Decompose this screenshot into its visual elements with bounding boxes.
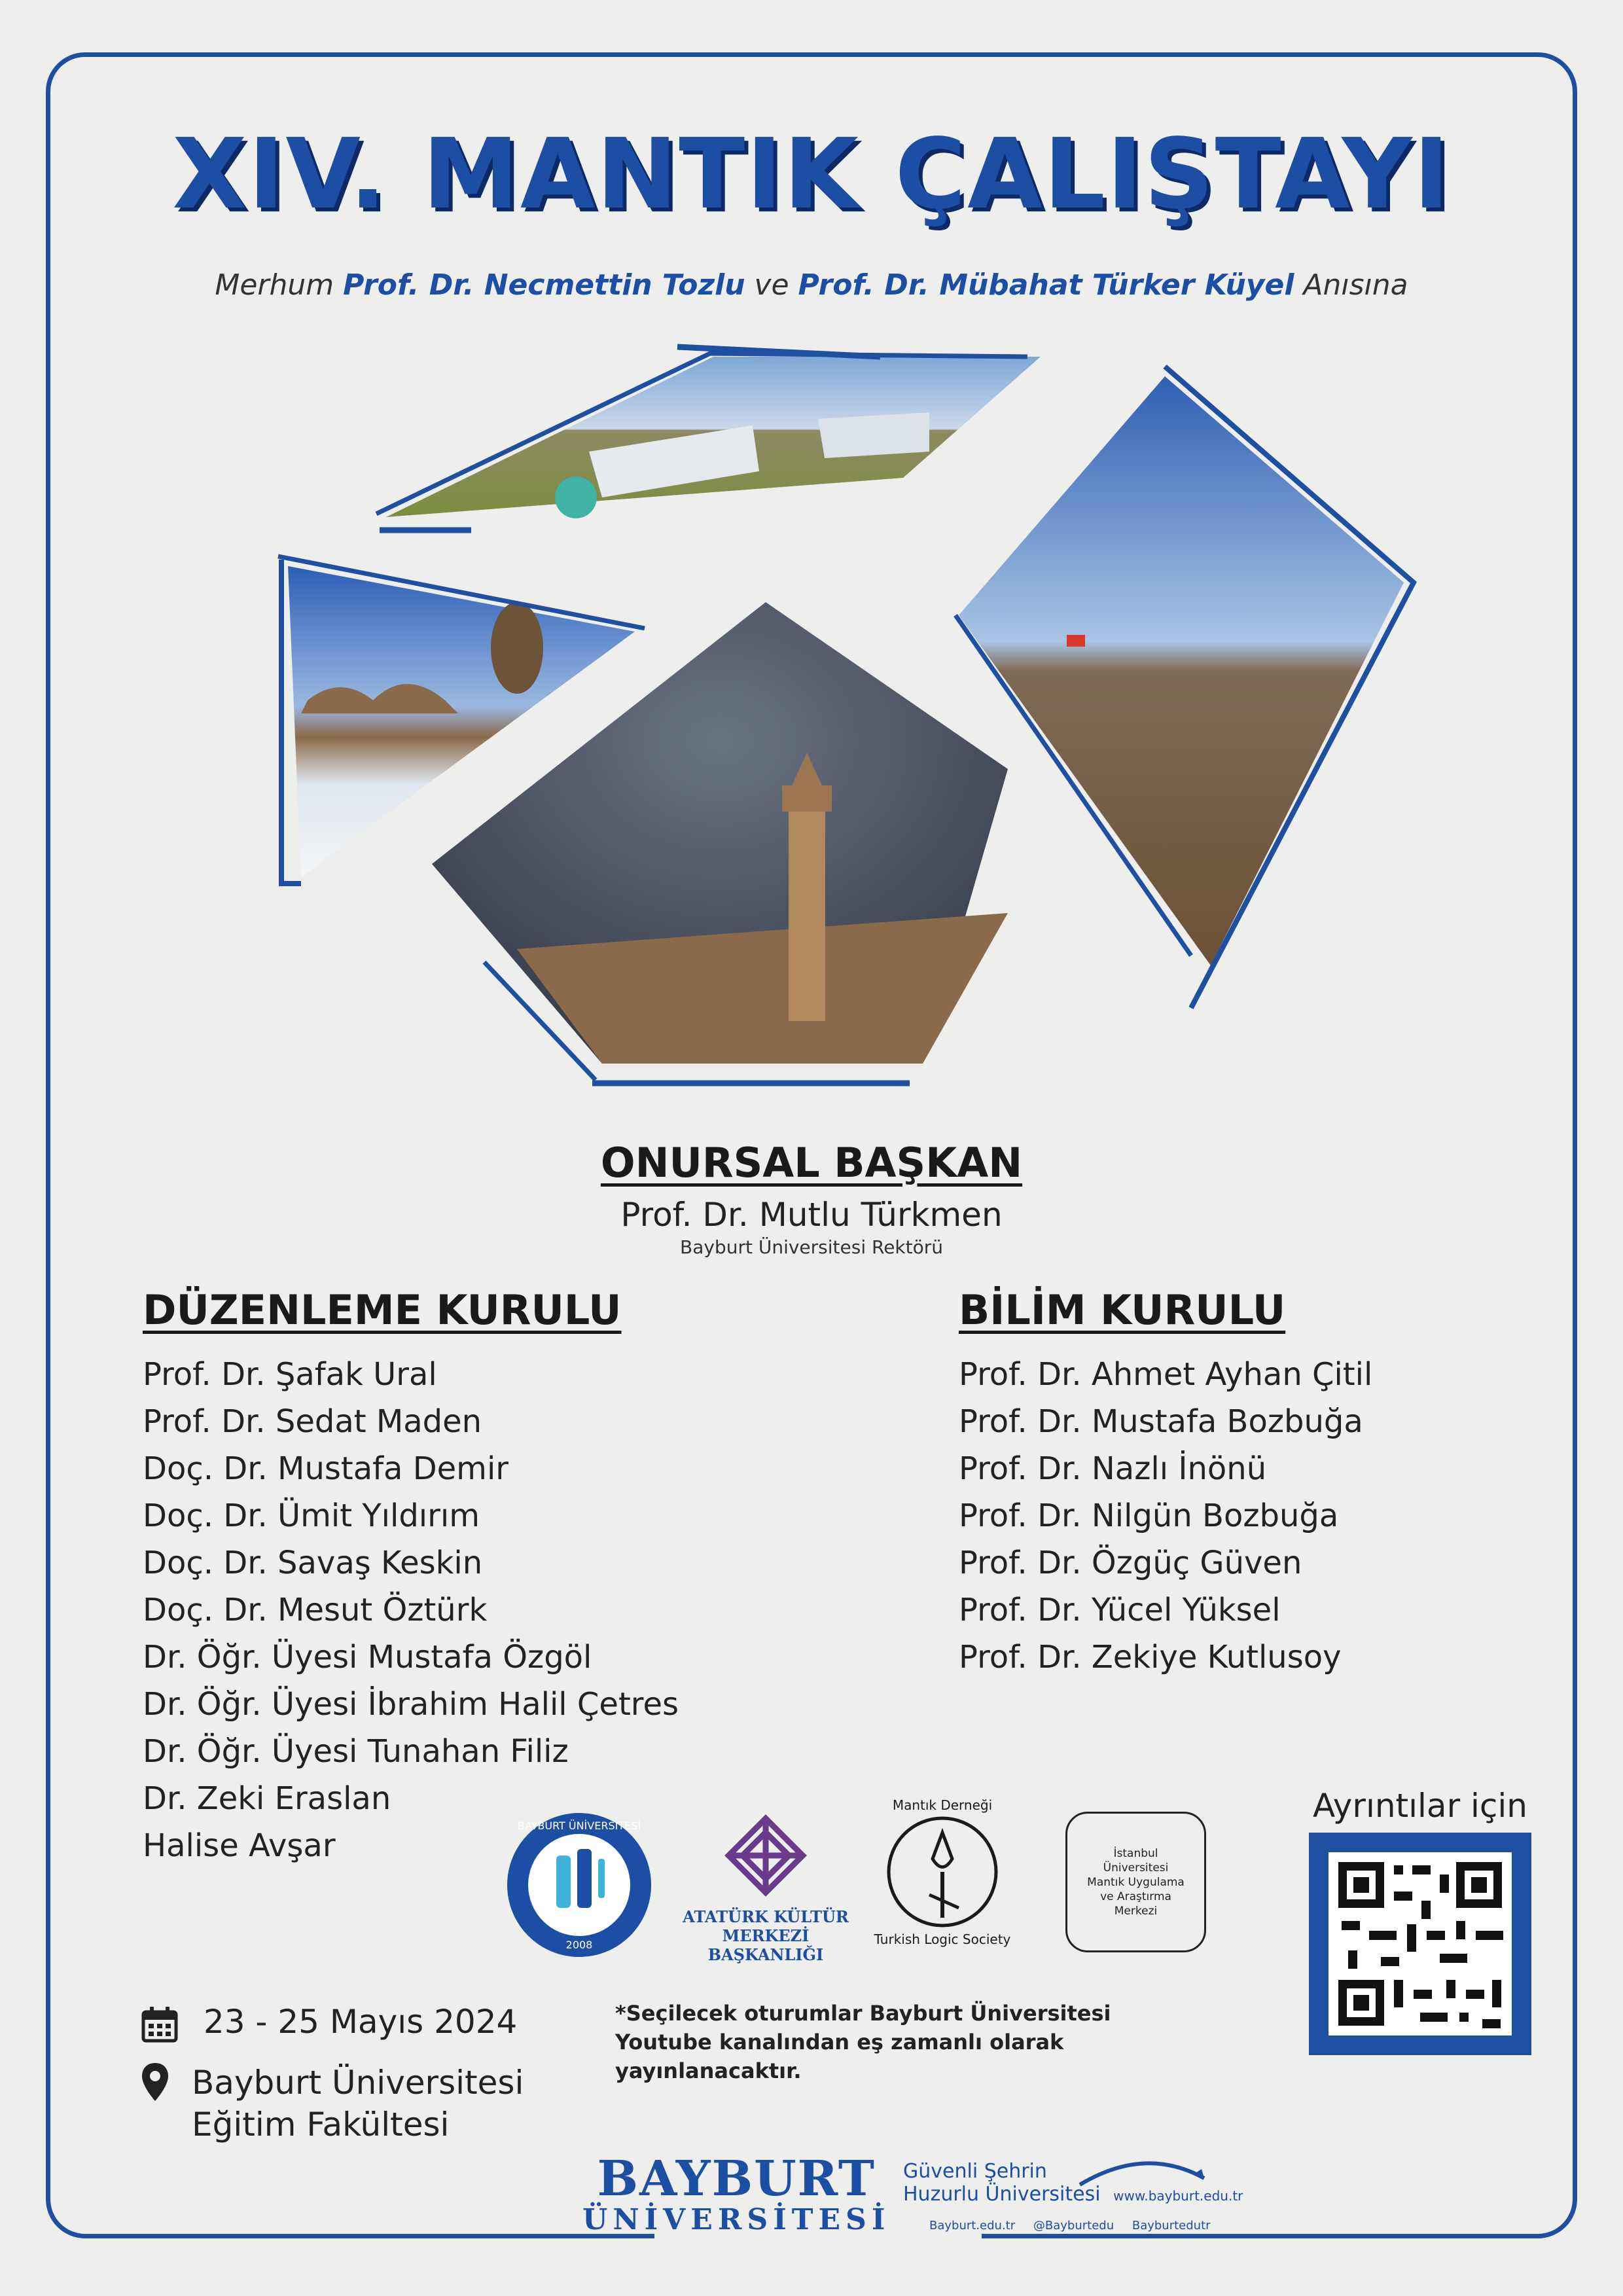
knot-icon (717, 1806, 815, 1905)
committee-member: Prof. Dr. Ahmet Ayhan Çitil (959, 1356, 1373, 1393)
poster-title: XIV. MANTIK ÇALIŞTAYI (172, 118, 1451, 230)
qr-label: Ayrıntılar için (1313, 1787, 1527, 1825)
location-pin-icon (141, 2062, 169, 2104)
committee-member: Prof. Dr. Özgüç Güven (959, 1545, 1302, 1581)
committee-member: Doç. Dr. Savaş Keskin (143, 1545, 483, 1581)
subtitle-name-2: Prof. Dr. Mübahat Türker Küyel (798, 268, 1294, 302)
akm-line-1: ATATÜRK KÜLTÜR MERKEZİ (683, 1907, 849, 1945)
slogan-line-1: Güvenli Şehrin (903, 2160, 1047, 2183)
istanbul-line: ve Araştırma (1100, 1890, 1171, 1903)
akm-logo (654, 1806, 877, 1964)
mantik-top-text: Mantık Derneği (892, 1797, 993, 1813)
committee-member: Prof. Dr. Nazlı İnönü (959, 1450, 1267, 1487)
campus-photo (386, 357, 1041, 518)
honorary-section (0, 1139, 1623, 1258)
calendar-icon (141, 2005, 179, 2043)
facebook-link[interactable]: Bayburt.edu.tr (929, 2219, 1016, 2233)
istanbul-university-logic-center-logo (1065, 1812, 1206, 1952)
akm-line-2: BAŞKANLIĞI (707, 1945, 824, 1964)
organizing-committee (143, 1286, 679, 1869)
committee-member: Doç. Dr. Ümit Yıldırım (143, 1498, 480, 1534)
qr-code-frame[interactable] (1309, 1833, 1531, 2055)
committee-member: Prof. Dr. Yücel Yüksel (959, 1592, 1281, 1628)
broadcast-note: *Seçilecek oturumlar Bayburt Üniversitesi Youtube kanalından eş zamanlı olarak yayınlanacaktır. (615, 2001, 1111, 2083)
mantik-dernegi-logo (867, 1797, 1018, 1947)
social-links (929, 2219, 1211, 2233)
website-link[interactable]: www.bayburt.edu.tr (1113, 2188, 1243, 2204)
swoosh-arrow-icon (1073, 2152, 1217, 2191)
seal-ring-text: BAYBURT ÜNİVERSİTESİ (517, 1820, 641, 1832)
committee-member: Halise Avşar (143, 1827, 336, 1864)
istanbul-line: Üniversitesi (1103, 1861, 1169, 1874)
event-venue (141, 2062, 524, 2145)
committee-member: Dr. Zeki Eraslan (143, 1780, 391, 1817)
wordmark-line-1: BAYBURT (597, 2151, 876, 2207)
qr-code-icon[interactable] (1309, 1833, 1531, 2055)
committee-member: Prof. Dr. Zekiye Kutlusoy (959, 1639, 1342, 1676)
honorary-name: Prof. Dr. Mutlu Türkmen (620, 1196, 1003, 1234)
bayburt-university-seal-logo (504, 1810, 654, 1960)
committee-member: Prof. Dr. Şafak Ural (143, 1356, 437, 1393)
istanbul-line: Merkezi (1114, 1904, 1158, 1918)
subtitle-connector: ve (754, 268, 789, 302)
science-committee (959, 1286, 1372, 1681)
bayburt-university-wordmark (582, 2153, 890, 2236)
instagram-link[interactable]: Bayburtedutr (1132, 2219, 1211, 2233)
committee-member: Dr. Öğr. Üyesi İbrahim Halil Çetres (143, 1686, 679, 1723)
committee-member: Dr. Öğr. Üyesi Mustafa Özgöl (143, 1639, 592, 1676)
committee-member: Doç. Dr. Mustafa Demir (143, 1450, 509, 1487)
wordmark-line-2: ÜNİVERSİTESİ (582, 2203, 891, 2236)
castle-photo (959, 376, 1404, 965)
venue-line-2: Eğitim Fakültesi (192, 2106, 450, 2144)
organizing-heading: DÜZENLEME KURULU (143, 1286, 622, 1334)
committee-member: Doç. Dr. Mesut Öztürk (143, 1592, 488, 1628)
committee-member: Prof. Dr. Mustafa Bozbuğa (959, 1403, 1363, 1440)
subtitle-prefix: Merhum (215, 268, 334, 302)
committee-member: Prof. Dr. Nilgün Bozbuğa (959, 1498, 1339, 1534)
subtitle-suffix: Anısına (1303, 268, 1408, 302)
seal-year: 2008 (565, 1939, 593, 1951)
mantik-bottom-text: Turkish Logic Society (874, 1931, 1011, 1947)
istanbul-line: Mantık Uygulama (1087, 1875, 1185, 1889)
event-date-row (141, 2003, 517, 2043)
committee-member: Dr. Öğr. Üyesi Tunahan Filiz (143, 1733, 569, 1770)
honorary-heading: ONURSAL BAŞKAN (600, 1139, 1023, 1187)
subtitle-name-1: Prof. Dr. Necmettin Tozlu (343, 268, 745, 302)
istanbul-line: İstanbul (1113, 1846, 1158, 1860)
venue-line-1: Bayburt Üniversitesi (192, 2064, 524, 2102)
twitter-link[interactable]: @Bayburtedu (1033, 2219, 1115, 2233)
event-date: 23 - 25 Mayıs 2024 (203, 2003, 518, 2041)
honorary-role: Bayburt Üniversitesi Rektörü (679, 1236, 944, 1258)
science-heading: BİLİM KURULU (959, 1286, 1286, 1334)
slogan-line-2-text: Huzurlu Üniversitesi (903, 2183, 1101, 2206)
committee-member: Prof. Dr. Sedat Maden (143, 1403, 482, 1440)
